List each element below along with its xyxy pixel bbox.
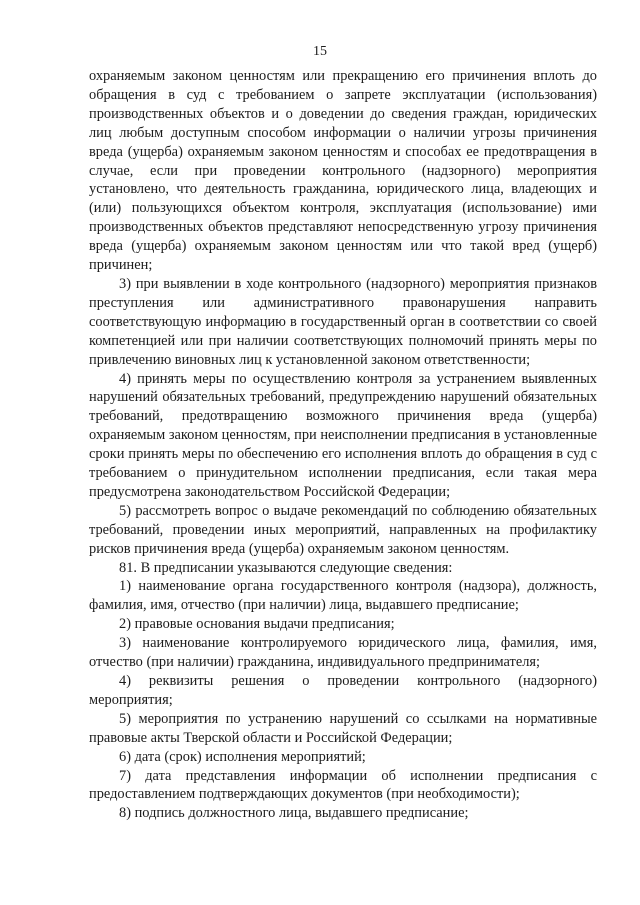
list-item-2: 2) правовые основания выдачи предписания; — [119, 616, 395, 633]
paragraph-continuation: охраняемым законом ценностям или прекращению его причинения вплоть до обращения в суд с требованием о запрете эксплуатации (использования) производственных объектов и о доведении до сведения граждан, юридических лиц любым доступным способом информации о наличии угрозы причинения вреда (ущерба) охраняемым законом ценностям и способах ее предотвращения в случае, если при проведении контрольного (надзорного) мероприятия установлено, что деятельность гражданина, юридического лица, владеющих и (или) пользующихся объектом контроля, эксплуатация (использование) ими производственных объектов представляют непосредственную угрозу причинения вреда (ущерба) охраняемым законом ценностям или что такой вред (ущерб) причинен; — [89, 68, 597, 274]
section-81-heading: 81. В предписании указываются следующие сведения: — [119, 559, 453, 576]
list-item-6: 6) дата (срок) исполнения мероприятий; — [119, 748, 366, 765]
paragraph-item-4: 4) принять меры по осуществлению контроля за устранением выявленных нарушений обязательных требований, предупреждению нарушений обязательных требований, предотвращению возможного причинения вреда (ущерба) охраняемым законом ценностям, при неисполнении предписания в установленные сроки принять меры по обеспечению его исполнения вплоть до обращения в суд с требованием о принудительном исполнении предписания, если такая мера предусмотрена законодательством Российской Федерации; — [89, 370, 597, 500]
paragraph-item-5: 5) рассмотреть вопрос о выдаче рекомендаций по соблюдению обязательных требований, проведении иных мероприятий, направленных на профилактику рисков причинения вреда (ущерба) охраняемым законом ценностям. — [89, 502, 597, 557]
paragraph-item-3: 3) при выявлении в ходе контрольного (надзорного) мероприятия признаков преступления или административного правонарушения направить соответствующую информацию в государственный орган в соответствии со своей компетенцией или при наличии соответствующих полномочий принять меры по привлечению виновных лиц к установленной законом ответственности; — [89, 275, 597, 368]
list-item-3: 3) наименование контролируемого юридического лица, фамилия, имя, отчество (при наличии) гражданина, индивидуального предпринимателя; — [89, 635, 597, 671]
page-number: 15 — [313, 44, 327, 59]
list-item-7: 7) дата представления информации об исполнении предписания с предоставлением подтверждающих документов (при необходимости); — [89, 767, 597, 803]
list-item-8: 8) подпись должностного лица, выдавшего предписание; — [119, 805, 469, 822]
list-item-1: 1) наименование органа государственного контроля (надзора), должность, фамилия, имя, отчество (при наличии) лица, выдавшего предписание; — [89, 578, 597, 614]
list-item-5: 5) мероприятия по устранению нарушений со ссылками на нормативные правовые акты Тверской области и Российской Федерации; — [89, 710, 597, 746]
document-body — [89, 67, 597, 823]
list-item-4: 4) реквизиты решения о проведении контрольного (надзорного) мероприятия; — [89, 673, 597, 708]
